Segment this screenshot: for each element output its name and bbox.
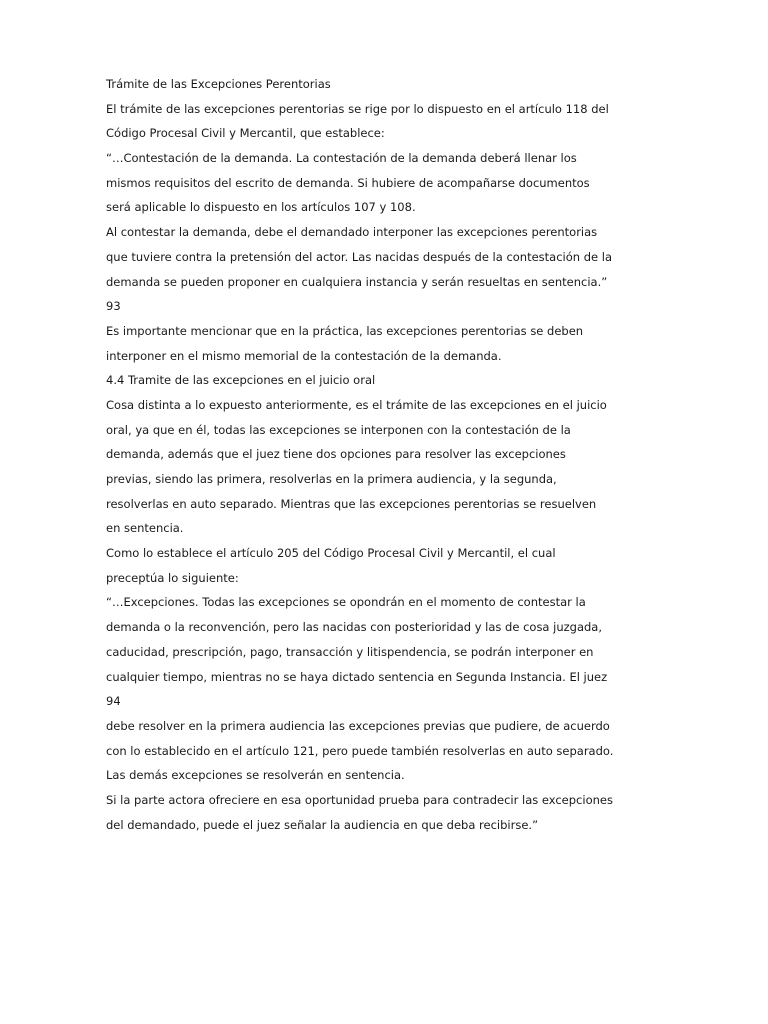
document-line: “…Excepciones. Todas las excepciones se opondrán en el momento de contestar la: [106, 595, 586, 610]
document-line: Al contestar la demanda, debe el demandado interponer las excepciones perentorias: [106, 225, 598, 240]
document-line: interponer en el mismo memorial de la contestación de la demanda.: [106, 348, 502, 363]
document-line: Trámite de las Excepciones Perentorias: [106, 77, 331, 91]
document-line: El trámite de las excepciones perentorias se rige por lo dispuesto en el artículo 118 del: [106, 101, 609, 116]
document-line: Código Procesal Civil y Mercantil, que establece:: [106, 126, 385, 141]
document-line: Como lo establece el artículo 205 del Código Procesal Civil y Mercantil, el cual: [106, 546, 556, 561]
document-line: demanda o la reconvención, pero las nacidas con posterioridad y las de cosa juzgada,: [106, 620, 603, 635]
document-line: debe resolver en la primera audiencia las excepciones previas que pudiere, de acuerdo: [106, 718, 610, 733]
document-line: resolverlas en auto separado. Mientras que las excepciones perentorias se resuelven: [106, 496, 597, 511]
page-number: 94: [106, 694, 121, 709]
document-line: oral, ya que en él, todas las excepciones se interponen con la contestación de la: [106, 422, 571, 437]
page-number: 93: [106, 299, 121, 314]
document-line: preceptúa lo siguiente:: [106, 570, 239, 585]
document-line: será aplicable lo dispuesto en los artículos 107 y 108.: [106, 200, 416, 215]
document-line: demanda, además que el juez tiene dos opciones para resolver las excepciones: [106, 447, 566, 462]
section-heading: 4.4 Tramite de las excepciones en el juicio oral: [106, 373, 376, 388]
document-line: demanda se pueden proponer en cualquiera instancia y serán resueltas en sentencia.”: [106, 274, 608, 289]
document-line: que tuviere contra la pretensión del actor. Las nacidas después de la contestación de la: [106, 249, 612, 264]
document-line: Si la parte actora ofreciere en esa oportunidad prueba para contradecir las excepciones: [106, 792, 613, 807]
document-line: cualquier tiempo, mientras no se haya dictado sentencia en Segunda Instancia. El juez: [106, 669, 608, 684]
document-line: “…Contestación de la demanda. La contestación de la demanda deberá llenar los: [106, 151, 577, 166]
document-line: caducidad, prescripción, pago, transacción y litispendencia, se podrán interponer en: [106, 644, 594, 659]
document-line: en sentencia.: [106, 521, 184, 536]
document-line: con lo establecido en el artículo 121, pero puede también resolverlas en auto separado.: [106, 743, 614, 758]
document-line: mismos requisitos del escrito de demanda. Si hubiere de acompañarse documentos: [106, 175, 590, 190]
document-line: del demandado, puede el juez señalar la audiencia en que deba recibirse.”: [106, 817, 539, 832]
document-line: Las demás excepciones se resolverán en sentencia.: [106, 768, 405, 783]
document-line: Cosa distinta a lo expuesto anteriormente, es el trámite de las excepciones en el juicio: [106, 397, 607, 412]
document-line: previas, siendo las primera, resolverlas en la primera audiencia, y la segunda,: [106, 472, 557, 486]
document-line: Es importante mencionar que en la práctica, las excepciones perentorias se deben: [106, 323, 584, 338]
document-page: [106, 72, 614, 837]
